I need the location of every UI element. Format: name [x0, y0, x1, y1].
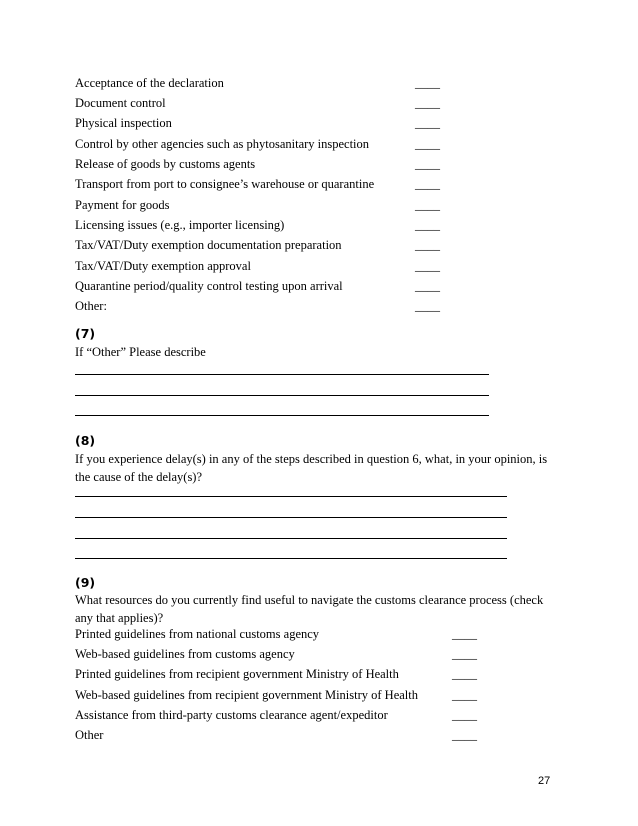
answer-blank[interactable]: ____: [415, 259, 440, 273]
answer-blank[interactable]: ____: [415, 279, 440, 293]
answer-blank[interactable]: ____: [452, 627, 477, 641]
list-item-label: Licensing issues (e.g., importer licensing): [75, 218, 285, 232]
list-item-label: Printed guidelines from national customs agency: [75, 627, 320, 641]
answer-line[interactable]: [75, 538, 507, 539]
answer-line[interactable]: [75, 517, 507, 518]
question-text: If “Other” Please describe: [75, 345, 206, 359]
question-text: What resources do you currently find useful to navigate the customs clearance process (check any that applies)?: [75, 593, 544, 625]
answer-line[interactable]: [75, 558, 507, 559]
list-item-label: Tax/VAT/Duty exemption approval: [75, 259, 251, 273]
answer-blank[interactable]: ____: [415, 157, 440, 171]
answer-blank[interactable]: ____: [415, 177, 440, 191]
list-item-label: Quarantine period/quality control testing upon arrival: [75, 279, 343, 293]
answer-line[interactable]: [75, 374, 489, 375]
list-item-label: Web-based guidelines from recipient government Ministry of Health: [75, 688, 418, 702]
list-item-label: Tax/VAT/Duty exemption documentation preparation: [75, 238, 342, 252]
list-item-label: Other: [75, 728, 104, 742]
answer-blank[interactable]: ____: [415, 76, 440, 90]
question-number: (7): [75, 326, 96, 341]
list-item-label: Printed guidelines from recipient government Ministry of Health: [75, 667, 399, 681]
list-item-label: Web-based guidelines from customs agency: [75, 647, 295, 661]
answer-blank[interactable]: ____: [452, 728, 477, 742]
answer-blank[interactable]: ____: [415, 299, 440, 313]
question-number: (8): [75, 433, 96, 448]
answer-blank[interactable]: ____: [415, 238, 440, 252]
answer-line[interactable]: [75, 395, 489, 396]
question-number: (9): [75, 575, 96, 590]
list-item-label: Control by other agencies such as phytosanitary inspection: [75, 137, 370, 151]
list-item-label: Acceptance of the declaration: [75, 76, 224, 90]
list-item-label: Release of goods by customs agents: [75, 157, 256, 171]
answer-blank[interactable]: ____: [452, 708, 477, 722]
list-item-label: Document control: [75, 96, 166, 110]
answer-blank[interactable]: ____: [415, 96, 440, 110]
answer-line[interactable]: [75, 415, 489, 416]
answer-blank[interactable]: ____: [452, 688, 477, 702]
answer-blank[interactable]: ____: [452, 647, 477, 661]
list-item-label: Physical inspection: [75, 116, 172, 130]
answer-blank[interactable]: ____: [415, 218, 440, 232]
question-text: If you experience delay(s) in any of the steps described in question 6, what, in your opinion, is the cause of the delay(s)?: [75, 452, 548, 484]
answer-blank[interactable]: ____: [415, 137, 440, 151]
list-item-label: Other:: [75, 299, 107, 313]
list-item-label: Assistance from third-party customs clearance agent/expeditor: [75, 708, 388, 722]
answer-blank[interactable]: ____: [415, 198, 440, 212]
answer-blank[interactable]: ____: [452, 667, 477, 681]
list-item-label: Transport from port to consignee’s warehouse or quarantine: [75, 177, 375, 191]
answer-blank[interactable]: ____: [415, 116, 440, 130]
list-item-label: Payment for goods: [75, 198, 170, 212]
page-number: 27: [538, 775, 551, 787]
answer-line[interactable]: [75, 496, 507, 497]
